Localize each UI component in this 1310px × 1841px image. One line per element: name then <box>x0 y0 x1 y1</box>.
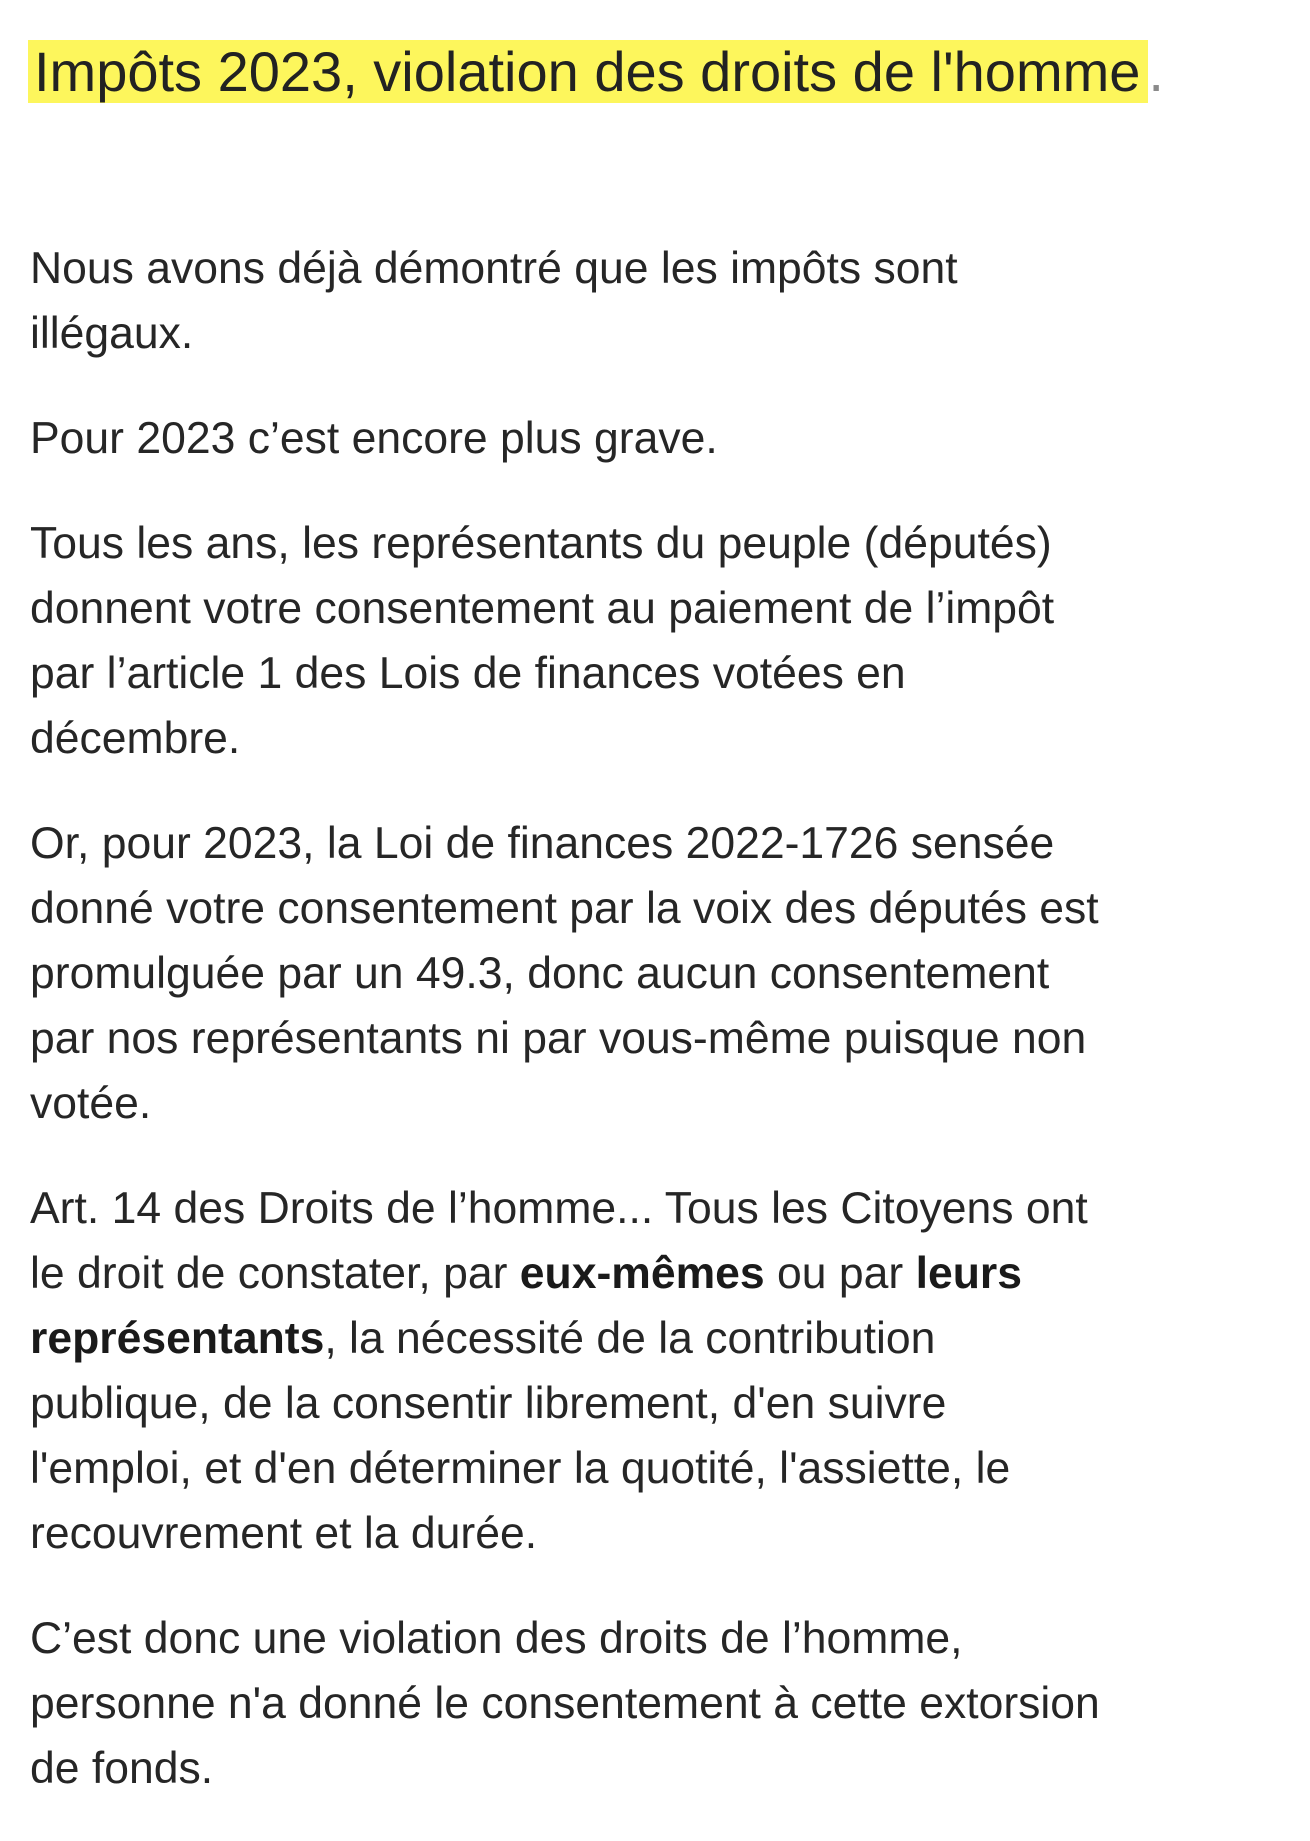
paragraph-article-14 <box>30 1176 1295 1566</box>
paragraph-2023: Pour 2023 c’est encore plus grave. <box>30 414 718 463</box>
article-title <box>28 30 1228 114</box>
art14-text-3: , la nécessité de la contribution publique, de la consentir librement, d'en suivre l'emploi, et d'en déterminer la quotité, l'assiette, le recouvrement et la durée. <box>30 1314 1011 1558</box>
paragraph-intro: Nous avons déjà démontré que les impôts sont illégaux. <box>30 244 958 358</box>
paragraph-consent: Tous les ans, les représentants du peuple (députés) donnent votre consentement au paiement de l’impôt par l’article 1 des Lois de finances votées en décembre. <box>30 519 1055 763</box>
paragraph-conclusion: C’est donc une violation des droits de l’homme, personne n'a donné le consentement à cette extorsion de fonds. <box>30 1614 1100 1793</box>
art14-bold-eux-memes: eux-mêmes <box>519 1249 765 1298</box>
art14-text-2: ou par <box>764 1249 916 1298</box>
art14-bold-representants: leurs représentants <box>30 1249 1022 1363</box>
article-body <box>30 236 1295 1841</box>
title-highlight: Impôts 2023, violation des droits de l'homme <box>28 40 1148 103</box>
paragraph-loi-finances: Or, pour 2023, la Loi de finances 2022-1726 sensée donné votre consentement par la voix des députés est promulguée par un 49.3, donc aucun consentement par nos représentants ni par vous-même puisque non votée. <box>30 819 1099 1128</box>
art14-text-1: Art. 14 des Droits de l’homme... Tous les Citoyens ont le droit de constater, par <box>30 1184 1088 1298</box>
title-period: . <box>1148 40 1164 103</box>
